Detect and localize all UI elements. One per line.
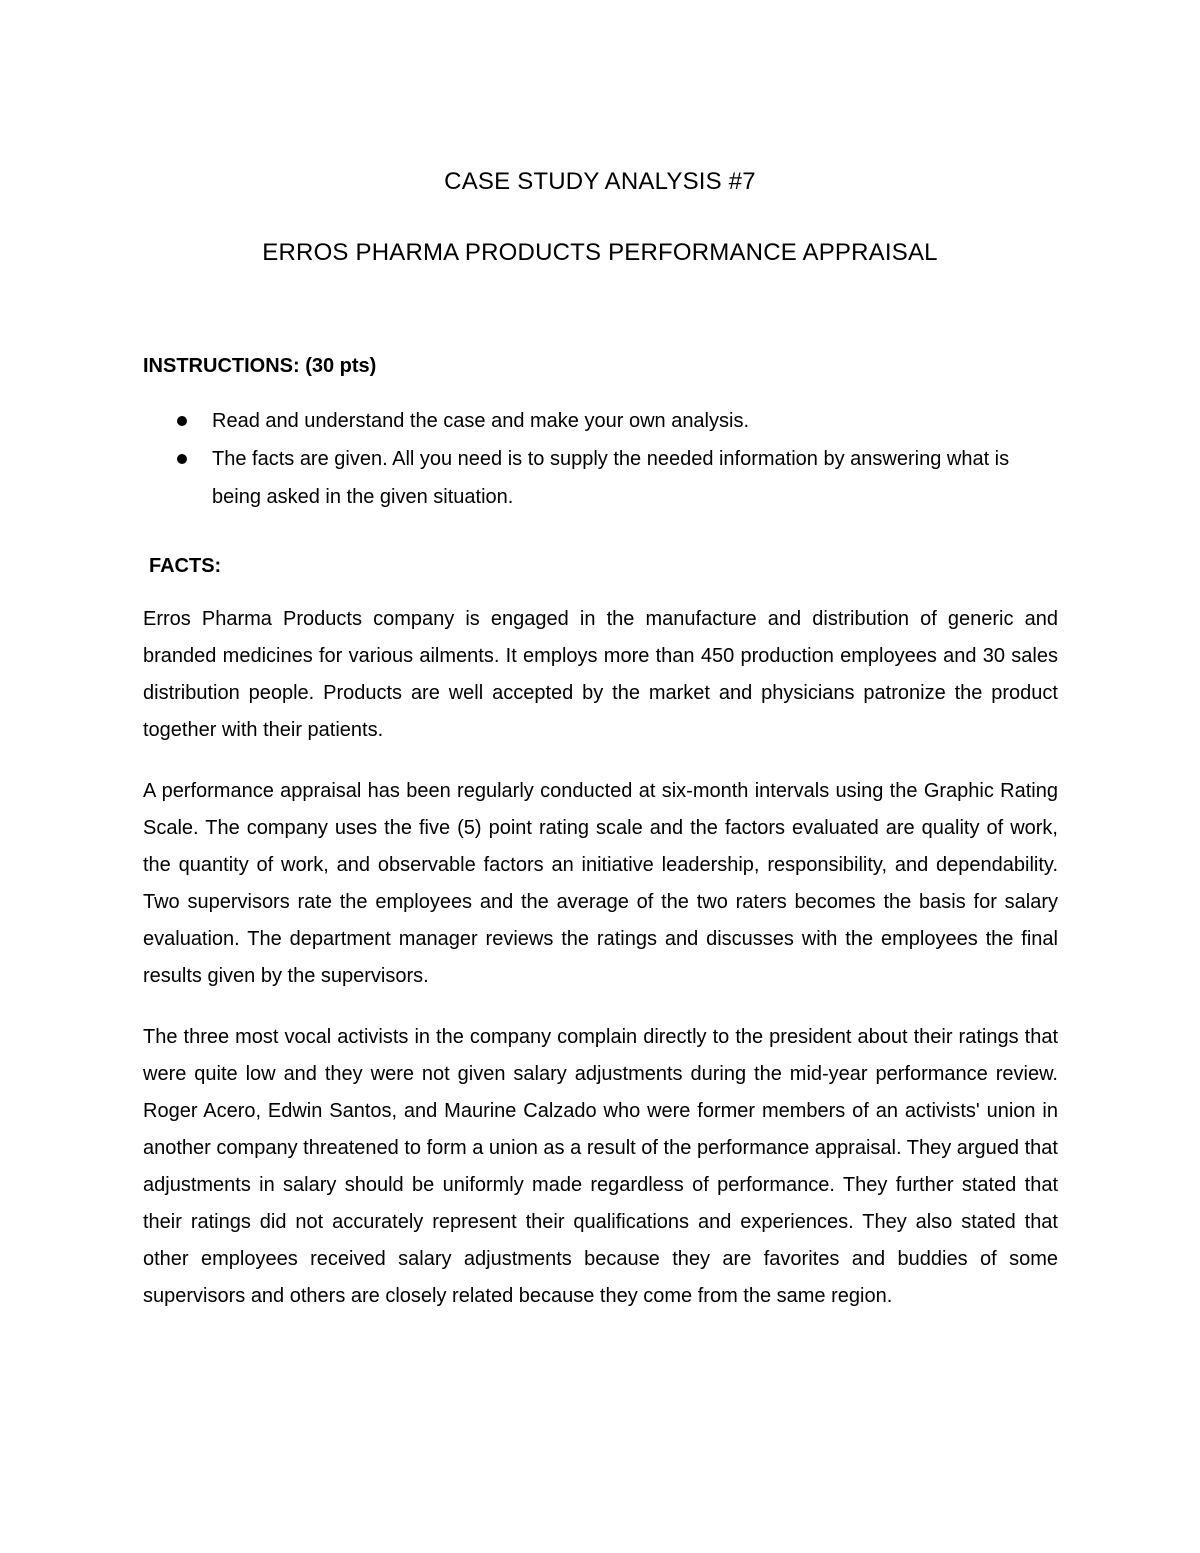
instruction-text: The facts are given. All you need is to supply the needed information by answering what is being asked in the given situation. xyxy=(212,448,1010,508)
facts-paragraph: Erros Pharma Products company is engaged in the manufacture and distribution of generic and branded medicines for various ailments. It employs more than 450 production employees and 30 sales distribution people. Products are well accepted by the market and physicians patronize the product together with their patients. xyxy=(143,608,1058,741)
facts-heading: FACTS: xyxy=(149,555,222,577)
facts-paragraph: The three most vocal activists in the company complain directly to the president about their ratings that were quite low and they were not given salary adjustments during the mid-year performance review. Roger Acero, Edwin Santos, and Maurine Calzado who were former members of an activists' union in another company threatened to form a union as a result of the performance appraisal. They argued that adjustments in salary should be uniformly made regardless of performance. They further stated that their ratings did not accurately represent their qualifications and experiences. They also stated that other employees received salary adjustments because they are favorites and buddies of some supervisors and others are closely related because they come from the same region. xyxy=(143,1026,1058,1307)
instruction-item xyxy=(143,440,1063,516)
bullet-icon xyxy=(177,416,187,426)
instructions-list xyxy=(143,402,1063,516)
facts-paragraph: A performance appraisal has been regularly conducted at six-month intervals using the Graphic Rating Scale. The company uses the five (5) point rating scale and the factors evaluated are quality of work, the quantity of work, and observable factors an initiative leadership, responsibility, and dependability. Two supervisors rate the employees and the average of the two raters becomes the basis for salary evaluation. The department manager reviews the ratings and discusses with the employees the final results given by the supervisors. xyxy=(143,780,1058,987)
instruction-item xyxy=(143,402,1063,440)
bullet-icon xyxy=(177,454,187,464)
document-subtitle: ERROS PHARMA PRODUCTS PERFORMANCE APPRAISAL xyxy=(262,239,938,266)
instructions-heading: INSTRUCTIONS: (30 pts) xyxy=(143,355,377,377)
document-title: CASE STUDY ANALYSIS #7 xyxy=(444,168,756,195)
instruction-text: Read and understand the case and make your own analysis. xyxy=(212,410,750,432)
